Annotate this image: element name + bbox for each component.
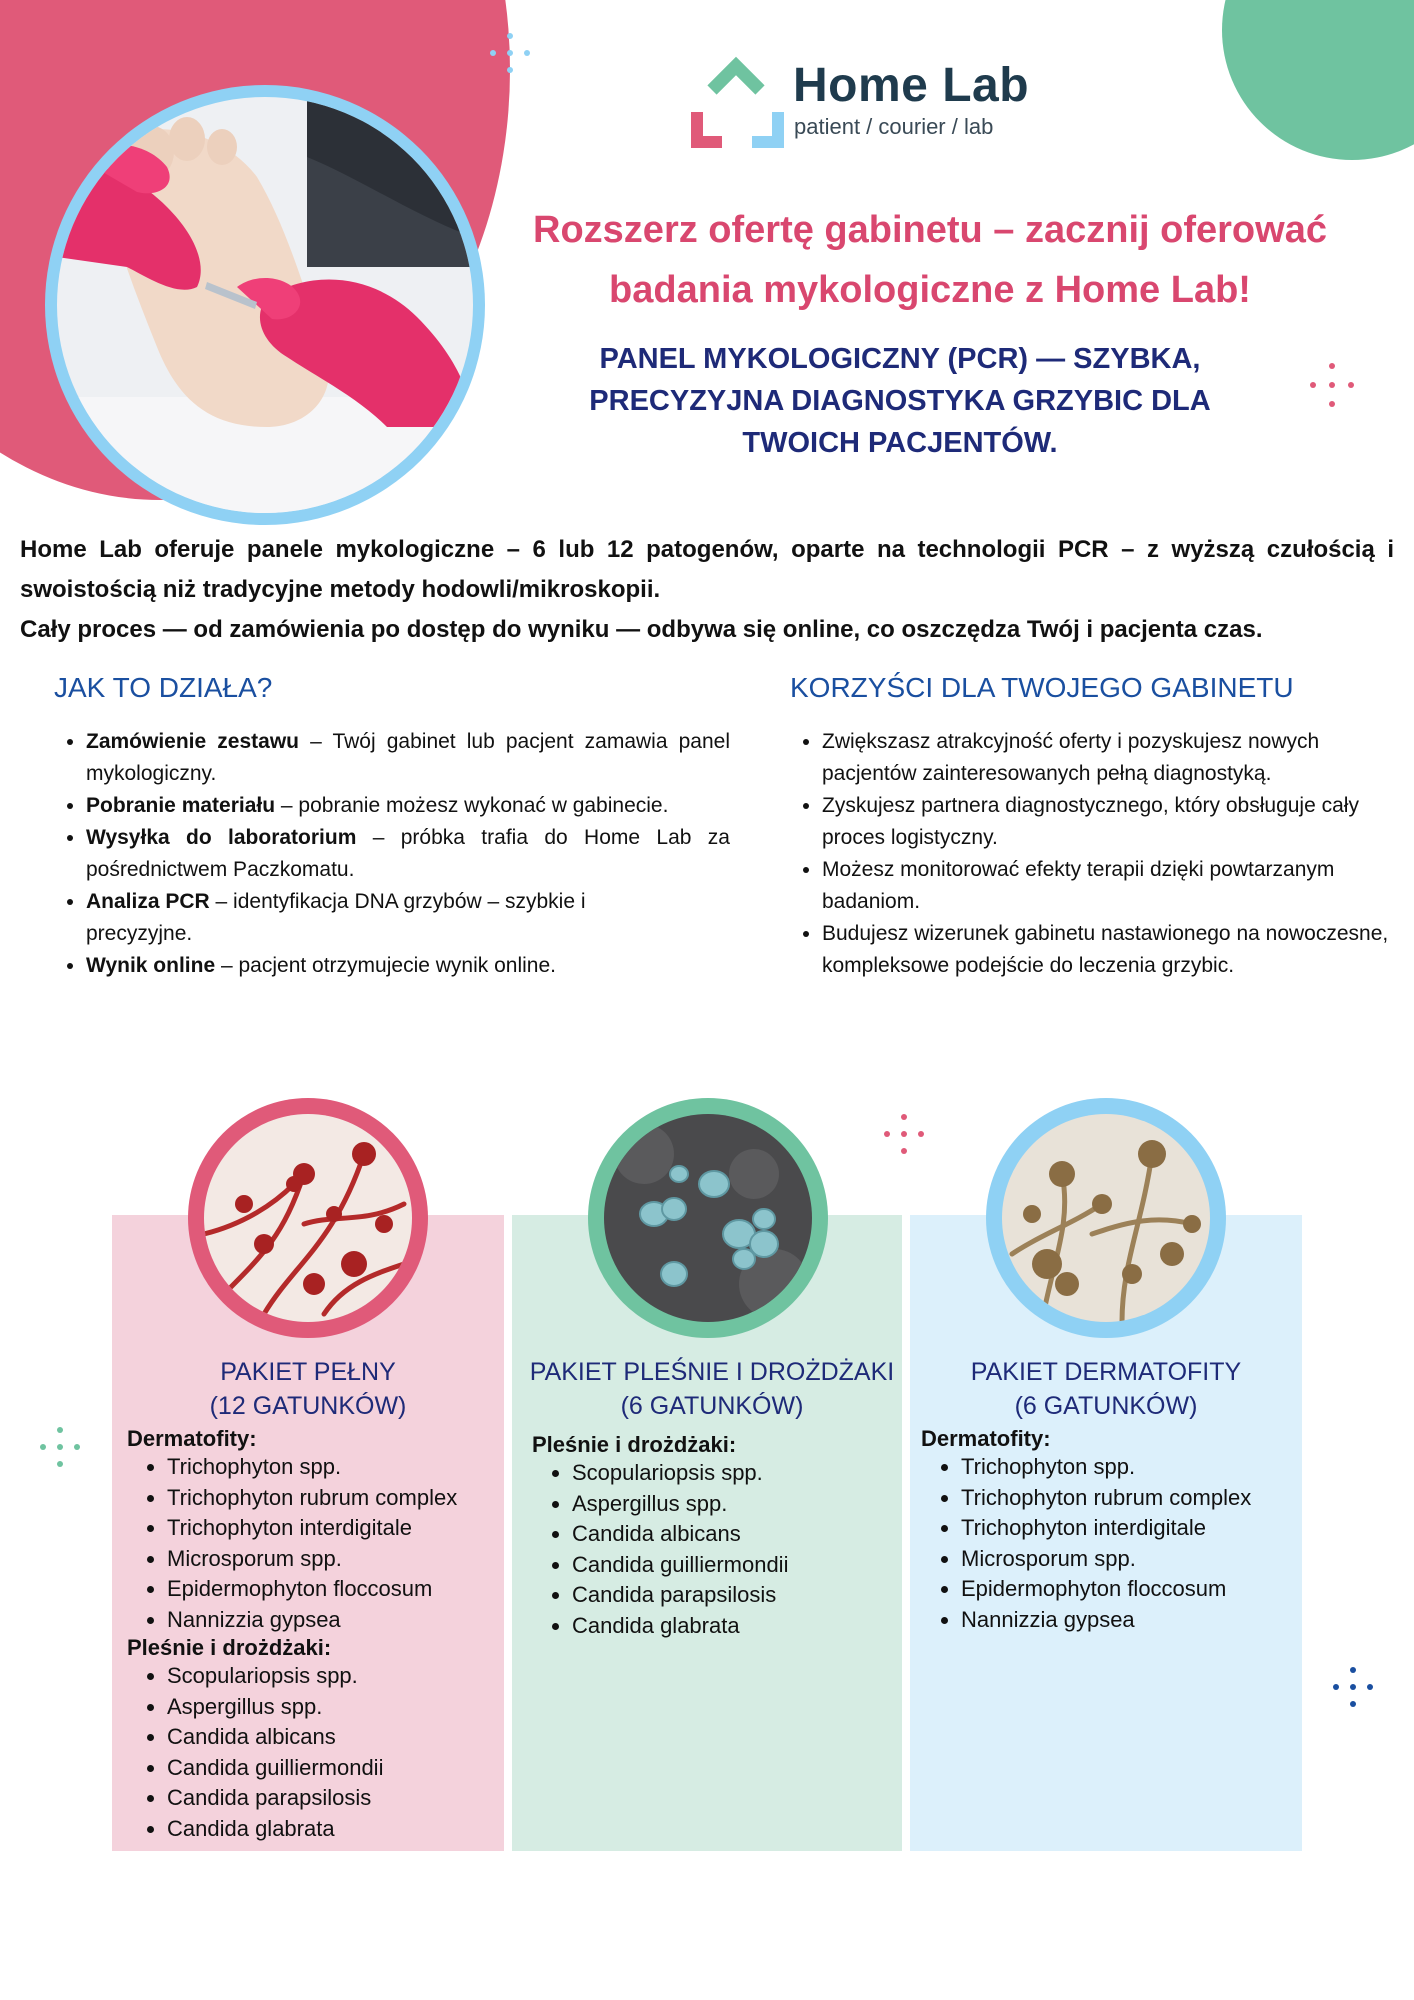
list-item: • Aspergillus spp. [572, 1489, 912, 1520]
brand-tagline: patient / courier / lab [794, 114, 994, 139]
list-item: • Trichophyton spp. [167, 1452, 504, 1483]
package-title: PAKIET DERMATOFITY (6 GATUNKÓW) [970, 1358, 1242, 1420]
species-list [127, 1452, 504, 1635]
list-item: • Budujesz wizerunek gabinetu nastawionego na nowoczesne, kompleksowe podejście do leczenia grzybic. [822, 918, 1390, 982]
intro-paragraph: Home Lab oferuje panele mykologiczne – 6 lub 12 patogenów, oparte na technologii PCR – z wyższą czułością i swoistością niż tradycyjne metody hodowli/mikroskopii. [20, 536, 1394, 603]
headline-line: badania mykologiczne z Home Lab! [609, 269, 1251, 311]
list-item: • Candida albicans [572, 1519, 912, 1550]
list-item: • Epidermophyton floccosum [167, 1574, 504, 1605]
list-item: • Scopulariopsis spp. [572, 1458, 912, 1489]
package-dermatophytes [910, 1355, 1302, 1635]
hero-photo-foot-examination [57, 97, 473, 513]
list-item: • Nannizzia gypsea [167, 1605, 504, 1636]
group-title: Dermatofity: [921, 1426, 1051, 1451]
list-item: • Aspergillus spp. [167, 1692, 504, 1723]
headline [470, 200, 1390, 320]
list-item: • Candida parapsilosis [572, 1580, 912, 1611]
home-lab-logo-icon [690, 50, 810, 150]
list-item: • Microsporum spp. [961, 1544, 1302, 1575]
headline-line: Rozszerz ofertę gabinetu – zacznij oferować [533, 209, 1327, 251]
benefits-section [790, 672, 1390, 982]
decorative-green-circle [1222, 0, 1414, 160]
group-title: Pleśnie i drożdżaki: [532, 1432, 737, 1457]
decorative-dots [40, 1427, 80, 1467]
list-item: • Candida guilliermondii [572, 1550, 912, 1581]
yeast-cells-image [604, 1114, 812, 1322]
subheadline [560, 338, 1240, 464]
package-title: PAKIET PEŁNY (12 GATUNKÓW) [209, 1358, 407, 1420]
package-image-ring [986, 1098, 1226, 1338]
group-title: Pleśnie i drożdżaki: [127, 1635, 332, 1660]
list-item: • Trichophyton rubrum complex [961, 1483, 1302, 1514]
decorative-dots [1310, 363, 1354, 407]
list-item: • Epidermophyton floccosum [961, 1574, 1302, 1605]
list-item: • Wysyłka do laboratorium – próbka trafia do Home Lab za pośrednictwem Paczkomatu. [86, 822, 730, 886]
list-item: • Zyskujesz partnera diagnostycznego, który obsługuje cały proces logistyczny. [822, 790, 1390, 854]
package-image-ring [188, 1098, 428, 1338]
species-list [532, 1458, 912, 1641]
benefits-list [790, 726, 1390, 982]
intro-text [20, 530, 1394, 650]
intro-paragraph: Cały proces — od zamówienia po dostęp do wyniku — odbywa się online, co oszczędza Twój i pacjenta czas. [20, 616, 1263, 643]
decorative-dots [884, 1114, 924, 1154]
list-item: • Candida guilliermondii [167, 1753, 504, 1784]
mold-spores-image [1002, 1114, 1210, 1322]
list-item: • Candida parapsilosis [167, 1783, 504, 1814]
list-item: • Pobranie materiału – pobranie możesz wykonać w gabinecie. [86, 790, 730, 822]
list-item: • Trichophyton spp. [961, 1452, 1302, 1483]
subheadline-line: TWOICH PACJENTÓW. [742, 427, 1058, 459]
list-item: • Wynik online – pacjent otrzymujecie wynik online. [86, 950, 730, 982]
fungus-red-image [204, 1114, 412, 1322]
brand-name: Home Lab [793, 59, 1030, 112]
list-item: • Nannizzia gypsea [961, 1605, 1302, 1636]
list-item: • Trichophyton interdigitale [167, 1513, 504, 1544]
species-list [921, 1452, 1302, 1635]
list-item: • Trichophyton rubrum complex [167, 1483, 504, 1514]
species-list [127, 1661, 504, 1844]
list-item: • Zamówienie zestawu – Twój gabinet lub pacjent zamawia panel mykologiczny. [86, 726, 730, 790]
decorative-dots [1333, 1667, 1373, 1707]
subheadline-line: PANEL MYKOLOGICZNY (PCR) — SZYBKA, [599, 343, 1201, 375]
decorative-dots [490, 33, 530, 73]
list-item: • Candida glabrata [572, 1611, 912, 1642]
list-item: • Candida glabrata [167, 1814, 504, 1845]
group-title: Dermatofity: [127, 1426, 257, 1451]
section-title: KORZYŚCI DLA TWOJEGO GABINETU [790, 672, 1294, 703]
how-it-works-section [54, 672, 730, 982]
package-title: PAKIET PLEŚNIE I DROŻDŻAKI (6 GATUNKÓW) [529, 1358, 895, 1420]
how-it-works-list [54, 726, 730, 982]
list-item: • Candida albicans [167, 1722, 504, 1753]
list-item: • Analiza PCR – identyfikacja DNA grzybów – szybkie i precyzyjne. [86, 886, 730, 950]
list-item: • Trichophyton interdigitale [961, 1513, 1302, 1544]
list-item: • Możesz monitorować efekty terapii dzięki powtarzanym badaniom. [822, 854, 1390, 918]
package-molds-yeasts [512, 1355, 912, 1641]
package-image-ring [588, 1098, 828, 1338]
list-item: • Scopulariopsis spp. [167, 1661, 504, 1692]
section-title: JAK TO DZIAŁA? [54, 672, 273, 703]
list-item: • Zwiększasz atrakcyjność oferty i pozyskujesz nowych pacjentów zainteresowanych pełną diagnostyką. [822, 726, 1390, 790]
subheadline-line: PRECYZYJNA DIAGNOSTYKA GRZYBIC DLA [589, 385, 1211, 417]
package-full [112, 1355, 504, 1844]
list-item: • Microsporum spp. [167, 1544, 504, 1575]
